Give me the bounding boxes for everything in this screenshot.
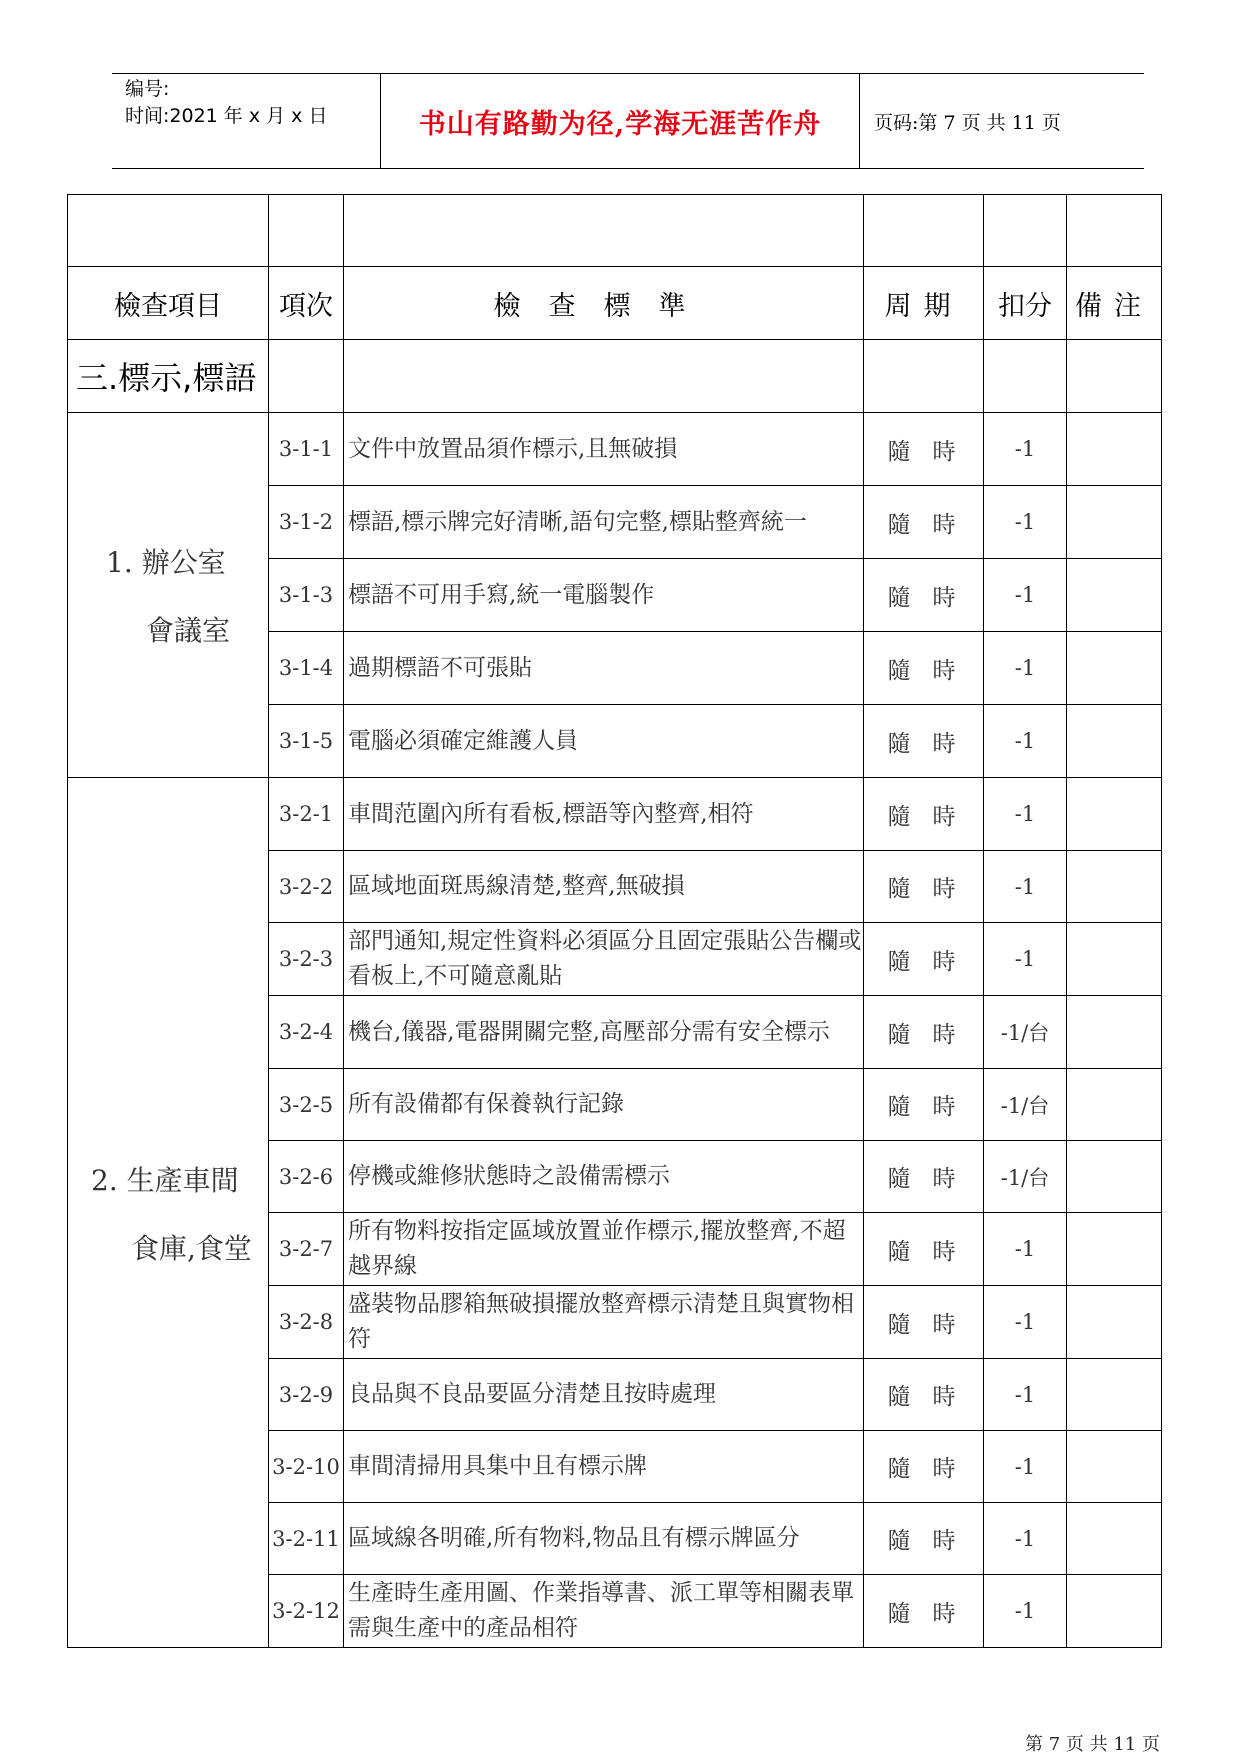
item-cycle: 隨時 xyxy=(864,632,984,705)
item-standard: 機台,儀器,電器開關完整,高壓部分需有安全標示 xyxy=(344,996,864,1069)
item-deduct: -1 xyxy=(984,705,1067,778)
item-remark xyxy=(1067,559,1162,632)
item-code: 3-2-8 xyxy=(269,1286,344,1359)
item-deduct: -1 xyxy=(984,486,1067,559)
item-code: 3-1-2 xyxy=(269,486,344,559)
item-cycle: 隨時 xyxy=(864,1359,984,1431)
item-standard: 車間清掃用具集中且有標示牌 xyxy=(344,1431,864,1503)
item-remark xyxy=(1067,486,1162,559)
page-footer: 第 7 页 共 11 页 xyxy=(1025,1734,1160,1755)
item-remark xyxy=(1067,705,1162,778)
item-remark xyxy=(1067,1286,1162,1359)
item-deduct: -1 xyxy=(984,1286,1067,1359)
item-remark xyxy=(1067,1431,1162,1503)
item-remark xyxy=(1067,1141,1162,1213)
item-cycle: 隨時 xyxy=(864,1431,984,1503)
item-standard: 所有設備都有保養執行記錄 xyxy=(344,1069,864,1141)
item-cycle: 隨時 xyxy=(864,851,984,923)
item-deduct: -1/台 xyxy=(984,996,1067,1069)
item-standard: 電腦必須確定維護人員 xyxy=(344,705,864,778)
item-deduct: -1 xyxy=(984,413,1067,486)
item-deduct: -1 xyxy=(984,1575,1067,1648)
item-remark xyxy=(1067,632,1162,705)
item-deduct: -1 xyxy=(984,851,1067,923)
item-cycle: 隨時 xyxy=(864,1069,984,1141)
item-cycle: 隨時 xyxy=(864,1213,984,1286)
item-cycle: 隨時 xyxy=(864,1286,984,1359)
item-cycle: 隨時 xyxy=(864,486,984,559)
col-header-standard: 檢查標準 xyxy=(344,267,864,340)
item-deduct: -1/台 xyxy=(984,1141,1067,1213)
col-header-cycle: 周期 xyxy=(864,267,984,340)
item-remark xyxy=(1067,996,1162,1069)
inspection-table xyxy=(67,194,1162,1648)
item-remark xyxy=(1067,851,1162,923)
item-remark xyxy=(1067,1575,1162,1648)
item-remark xyxy=(1067,923,1162,996)
group-subname: 食庫,食堂 xyxy=(131,1231,252,1265)
item-cycle: 隨時 xyxy=(864,413,984,486)
item-remark xyxy=(1067,1359,1162,1431)
item-deduct: -1 xyxy=(984,1431,1067,1503)
item-remark xyxy=(1067,413,1162,486)
item-code: 3-2-2 xyxy=(269,851,344,923)
item-standard: 標語不可用手寫,統一電腦製作 xyxy=(344,559,864,632)
section-row xyxy=(68,340,1162,413)
item-standard: 部門通知,規定性資料必須區分且固定張貼公告欄或看板上,不可隨意亂貼 xyxy=(344,923,864,996)
col-header-item: 檢查項目 xyxy=(68,267,269,340)
group-name-cell xyxy=(68,413,269,778)
item-cycle: 隨時 xyxy=(864,923,984,996)
header-page-code: 页码:第 7 页 共 11 页 xyxy=(874,111,1061,134)
item-code: 3-2-7 xyxy=(269,1213,344,1286)
item-code: 3-2-12 xyxy=(269,1575,344,1648)
group-name: 2. 生產車間 xyxy=(91,1163,239,1197)
item-remark xyxy=(1067,1069,1162,1141)
item-standard: 過期標語不可張貼 xyxy=(344,632,864,705)
item-cycle: 隨時 xyxy=(864,559,984,632)
group-name: 1. 辦公室 xyxy=(106,546,226,579)
blank-row xyxy=(68,195,1162,267)
item-cycle: 隨時 xyxy=(864,1503,984,1575)
item-code: 3-2-10 xyxy=(269,1431,344,1503)
item-standard: 區域地面斑馬線清楚,整齊,無破損 xyxy=(344,851,864,923)
item-deduct: -1 xyxy=(984,923,1067,996)
item-deduct: -1 xyxy=(984,1213,1067,1286)
header-row xyxy=(68,267,1162,340)
section-title: 三.標示,標語 xyxy=(68,340,269,413)
item-code: 3-2-4 xyxy=(269,996,344,1069)
item-deduct: -1 xyxy=(984,778,1067,851)
item-code: 3-2-1 xyxy=(269,778,344,851)
item-remark xyxy=(1067,1503,1162,1575)
item-standard: 盛裝物品膠箱無破損擺放整齊標示清楚且與實物相符 xyxy=(344,1286,864,1359)
item-code: 3-2-3 xyxy=(269,923,344,996)
item-code: 3-2-5 xyxy=(269,1069,344,1141)
col-header-remark: 備注 xyxy=(1067,267,1162,340)
item-cycle: 隨時 xyxy=(864,778,984,851)
item-code: 3-2-11 xyxy=(269,1503,344,1575)
item-cycle: 隨時 xyxy=(864,996,984,1069)
item-code: 3-1-3 xyxy=(269,559,344,632)
item-remark xyxy=(1067,1213,1162,1286)
item-code: 3-1-5 xyxy=(269,705,344,778)
group-name-cell xyxy=(68,778,269,1648)
item-deduct: -1 xyxy=(984,1359,1067,1431)
item-cycle: 隨時 xyxy=(864,1575,984,1648)
item-code: 3-1-1 xyxy=(269,413,344,486)
table-row xyxy=(68,413,1162,486)
item-code: 3-1-4 xyxy=(269,632,344,705)
item-deduct: -1/台 xyxy=(984,1069,1067,1141)
document-code-label: 编号: xyxy=(125,78,170,100)
item-standard: 停機或維修狀態時之設備需標示 xyxy=(344,1141,864,1213)
page-header xyxy=(112,73,1144,169)
col-header-seq: 項次 xyxy=(269,267,344,340)
item-deduct: -1 xyxy=(984,1503,1067,1575)
header-motto: 书山有路勤为径,学海无涯苦作舟 xyxy=(380,74,860,168)
item-standard: 標語,標示牌完好清晰,語句完整,標貼整齊統一 xyxy=(344,486,864,559)
item-cycle: 隨時 xyxy=(864,1141,984,1213)
item-standard: 良品與不良品要區分清楚且按時處理 xyxy=(344,1359,864,1431)
item-code: 3-2-9 xyxy=(269,1359,344,1431)
item-standard: 文件中放置品須作標示,且無破損 xyxy=(344,413,864,486)
group-subname: 會議室 xyxy=(146,614,231,647)
document-meta xyxy=(125,74,379,168)
item-standard: 生產時生產用圖、作業指導書、派工單等相關表單需與生產中的產品相符 xyxy=(344,1575,864,1648)
item-standard: 車間范圍內所有看板,標語等內整齊,相符 xyxy=(344,778,864,851)
item-deduct: -1 xyxy=(984,632,1067,705)
table-row xyxy=(68,778,1162,851)
document-time: 时间:2021 年 x 月 x 日 xyxy=(125,105,328,127)
item-remark xyxy=(1067,778,1162,851)
col-header-deduct: 扣分 xyxy=(984,267,1067,340)
item-deduct: -1 xyxy=(984,559,1067,632)
item-standard: 所有物料按指定區域放置並作標示,擺放整齊,不超越界線 xyxy=(344,1213,864,1286)
item-code: 3-2-6 xyxy=(269,1141,344,1213)
item-standard: 區域線各明確,所有物料,物品且有標示牌區分 xyxy=(344,1503,864,1575)
item-cycle: 隨時 xyxy=(864,705,984,778)
